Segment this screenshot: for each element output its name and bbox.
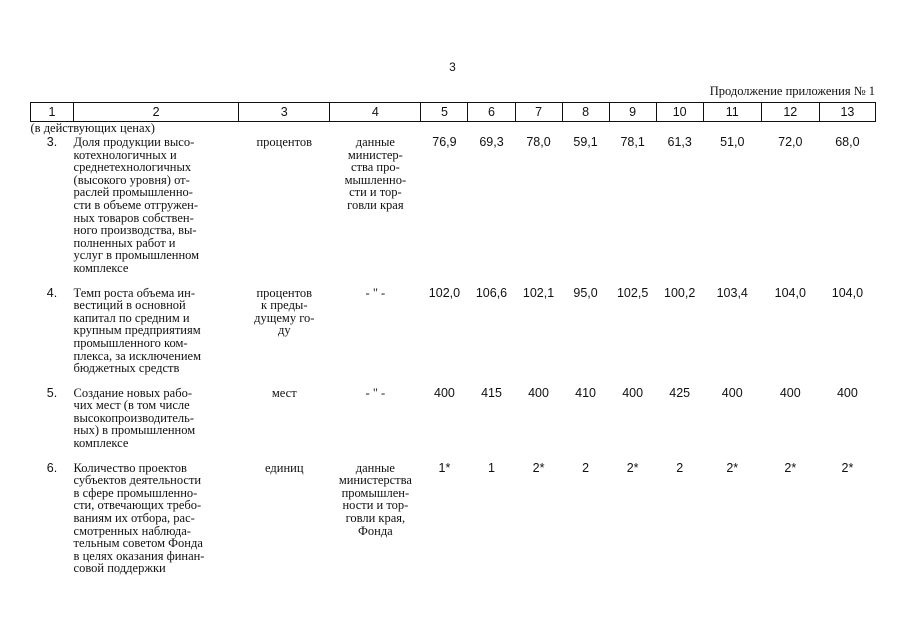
value-cell: 400 xyxy=(528,385,549,400)
header-col-4: 4 xyxy=(330,103,421,122)
value-cell: 2* xyxy=(726,460,739,475)
unit-cell: процентов xyxy=(256,135,313,149)
header-col-3: 3 xyxy=(239,103,330,122)
value-cell: 72,0 xyxy=(778,135,803,149)
carryover-text: (в действующих ценах) xyxy=(30,121,155,135)
value-cell: 51,0 xyxy=(720,135,745,149)
row-number: 3. xyxy=(46,135,58,149)
value-cell: 106,6 xyxy=(475,285,508,300)
header-col-8: 8 xyxy=(562,103,609,122)
value-cell: 61,3 xyxy=(667,135,692,149)
indicator-name: Количество проектов субъектов деятельности в сфере промышленно- сти, отвечающих требо- ваниям их отбора, рас- смотренных наблюда- тельным советом Фонда в целях оказания финан- совой поддержки xyxy=(73,460,205,576)
value-cell: 425 xyxy=(669,385,691,400)
value-cell: 95,0 xyxy=(573,285,598,300)
value-cell: 2* xyxy=(532,460,545,475)
value-cell: 78,0 xyxy=(526,135,551,149)
value-cell: 2* xyxy=(626,460,639,475)
header-col-10: 10 xyxy=(656,103,703,122)
value-cell: 69,3 xyxy=(479,135,504,149)
carryover-row xyxy=(31,122,876,137)
value-cell: 2* xyxy=(784,460,797,475)
table-row xyxy=(31,136,876,287)
row-number: 6. xyxy=(46,460,58,475)
value-cell: 1 xyxy=(488,460,495,475)
value-cell: 415 xyxy=(481,385,502,400)
header-col-11: 11 xyxy=(703,103,761,122)
page-number: 3 xyxy=(449,60,456,74)
indicator-name: Доля продукции высо- котехнологичных и среднетехнологичных (высокого уровня) от- раслей промышленно- сти в объеме отгружен- ных товаров собствен- ного производства, вы- полненных работ и услуг в промышленном комплексе xyxy=(73,135,200,275)
value-cell: 400 xyxy=(721,385,743,400)
indicator-name: Темп роста объема ин- вестиций в основной капитал по средним и крупным предприятиям промышленного ком- плекса, за исключением бюджетных средств xyxy=(73,285,201,376)
value-cell: 104,0 xyxy=(774,285,806,300)
table-row xyxy=(31,287,876,387)
unit-cell: мест xyxy=(271,385,297,400)
unit-cell: процентов к преды- дущему го- ду xyxy=(254,285,315,338)
table-row xyxy=(31,387,876,462)
header-col-6: 6 xyxy=(468,103,515,122)
continuation-label: Продолжение приложения № 1 xyxy=(709,84,875,98)
value-cell: 102,5 xyxy=(616,285,649,300)
indicators-table xyxy=(30,102,876,575)
value-cell: 103,4 xyxy=(716,285,748,300)
value-cell: 100,2 xyxy=(664,285,696,300)
value-cell: 410 xyxy=(575,385,597,400)
source-cell: данные министерства промышлен- ности и тор- говли края, Фонда xyxy=(338,460,412,538)
header-col-1: 1 xyxy=(31,103,74,122)
source-cell: - " - xyxy=(365,385,386,400)
value-cell: 2 xyxy=(676,460,684,475)
unit-cell: единиц xyxy=(265,460,304,475)
value-cell: 59,1 xyxy=(573,135,598,149)
value-cell: 76,9 xyxy=(432,135,457,149)
source-cell: данные министер- ства про- мышленно- сти и тор- говли края xyxy=(344,135,407,212)
value-cell: 68,0 xyxy=(835,135,860,149)
source-cell: - " - xyxy=(365,285,386,300)
value-cell: 400 xyxy=(434,385,455,400)
row-number: 4. xyxy=(46,285,58,300)
header-row xyxy=(31,103,876,122)
value-cell: 400 xyxy=(779,385,801,400)
header-col-9: 9 xyxy=(609,103,656,122)
value-cell: 2* xyxy=(841,460,854,475)
header-col-12: 12 xyxy=(761,103,819,122)
value-cell: 78,1 xyxy=(620,135,645,149)
header-col-13: 13 xyxy=(819,103,875,122)
table-row xyxy=(31,462,876,575)
value-cell: 102,0 xyxy=(428,285,461,300)
header-col-2: 2 xyxy=(74,103,239,122)
indicator-name: Создание новых рабо- чих мест (в том числе высокопроизводитель- ных) в промышленном комплексе xyxy=(73,385,196,451)
value-cell: 102,1 xyxy=(522,285,555,300)
header-col-5: 5 xyxy=(421,103,468,122)
value-cell: 400 xyxy=(836,385,858,400)
row-number: 5. xyxy=(46,385,58,400)
value-cell: 104,0 xyxy=(831,285,864,300)
value-cell: 1* xyxy=(438,460,451,475)
value-cell: 2 xyxy=(582,460,590,475)
header-col-7: 7 xyxy=(515,103,562,122)
value-cell: 400 xyxy=(622,385,644,400)
